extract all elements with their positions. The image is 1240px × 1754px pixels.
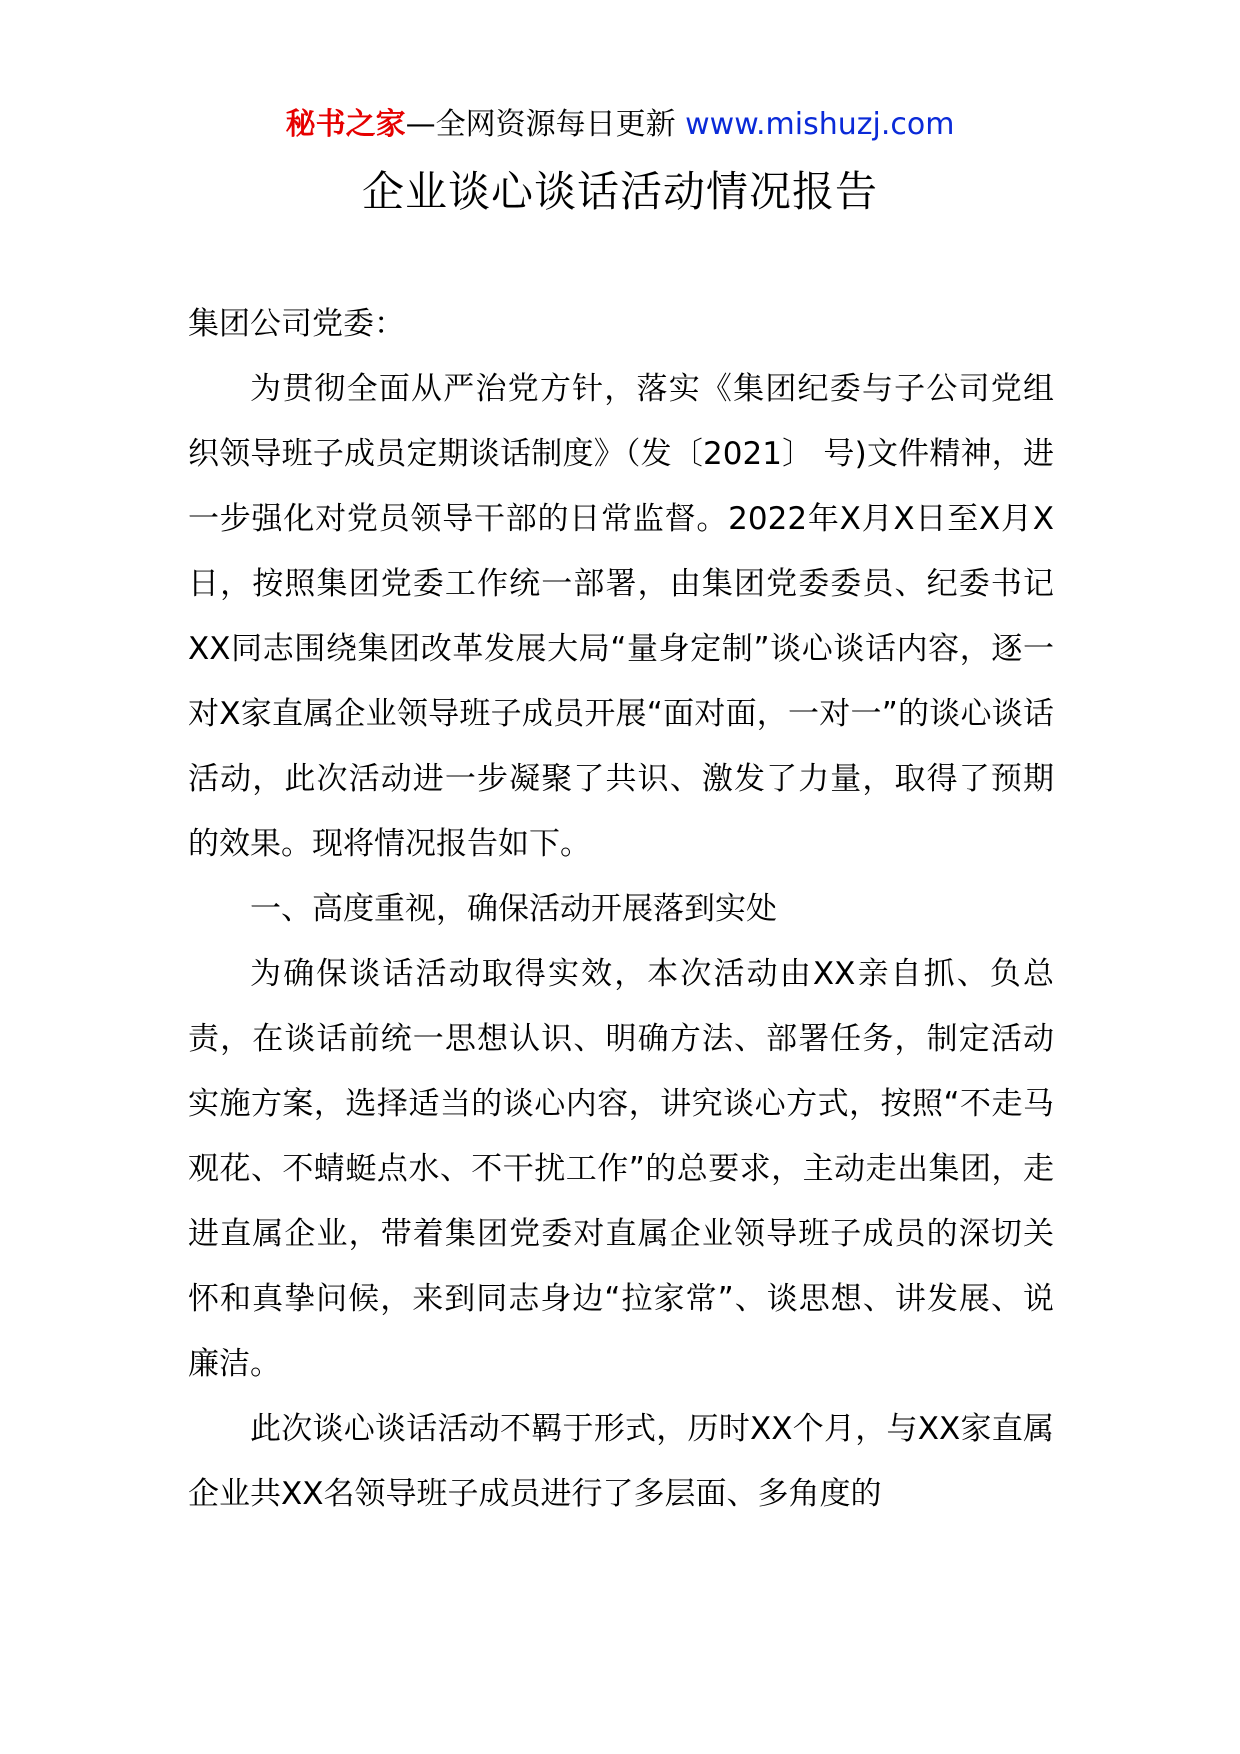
body-paragraph: 为确保谈话活动取得实效，本次活动由XX亲自抓、负总责，在谈话前统一思想认识、明确方法、部署任务，制定活动实施方案，选择适当的谈心内容，讲究谈心方式，按照“不走马观花、不蜻蜓点水、不干扰工作”的总要求，主动走出集团，走进直属企业，带着集团党委对直属企业领导班子成员的深切关怀和真挚问候，来到同志身边“拉家常”、谈思想、讲发展、说廉洁。 bbox=[188, 956, 1054, 1382]
brand-name: 秘书之家 bbox=[285, 107, 406, 142]
intro-paragraph: 为贯彻全面从严治党方针，落实《集团纪委与子公司党组织领导班子成员定期谈话制度》（发〔2021〕 号)文件精神，进一步强化对党员领导干部的日常监督。2022年X月X日至X月X日，按照集团党委工作统一部署，由集团党委委员、纪委书记XX同志围绕集团改革发展大局“量身定制”谈心谈话内容，逐一对X家直属企业领导班子成员开展“面对面，一对一”的谈心谈话活动，此次活动进一步凝聚了共识、激发了力量，取得了预期的效果。现将情况报告如下。 bbox=[188, 371, 1054, 862]
watermark-banner bbox=[0, 102, 1240, 148]
brand-url: www.mishuzj.com bbox=[685, 107, 955, 142]
document-body bbox=[188, 292, 1054, 1527]
body-paragraph: 此次谈心谈话活动不羁于形式，历时XX个月，与XX家直属企业共XX名领导班子成员进行了多层面、多角度的 bbox=[188, 1411, 1054, 1512]
brand-slogan: —全网资源每日更新 bbox=[405, 107, 676, 142]
document-title: 企业谈心谈话活动情况报告 bbox=[361, 167, 878, 216]
section-heading: 一、高度重视，确保活动开展落到实处 bbox=[250, 891, 777, 927]
salutation: 集团公司党委： bbox=[188, 306, 405, 342]
